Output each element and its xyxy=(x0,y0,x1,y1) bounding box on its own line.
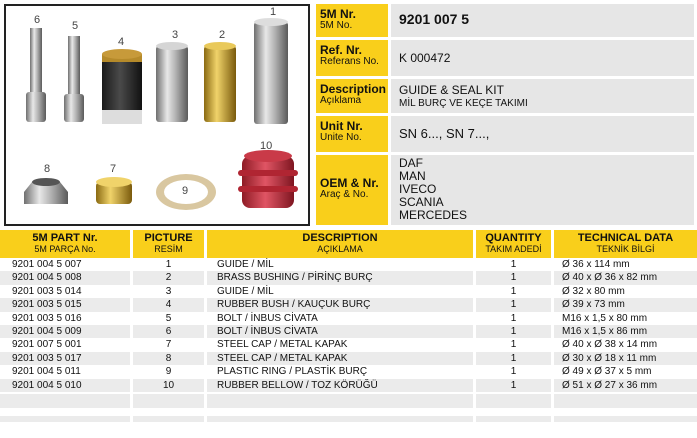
header-text: 5M PART Nr. xyxy=(32,232,98,244)
table-blank-row xyxy=(0,394,697,408)
part-number-cell: 9201 003 5 016 xyxy=(12,312,82,324)
picture-number: 2 xyxy=(219,29,226,41)
table-row xyxy=(0,258,697,271)
picture-number: 5 xyxy=(72,20,79,32)
info-row-unit-no xyxy=(316,116,694,152)
technical-data-cell: Ø 39 x 73 mm xyxy=(554,298,697,311)
picture-cell: 1 xyxy=(165,259,172,270)
table-body xyxy=(0,258,697,392)
oem-item: MAN xyxy=(399,169,426,183)
header-subtext: 5M PARÇA No. xyxy=(34,244,96,254)
picture-number: 3 xyxy=(172,29,179,41)
technical-data-cell: Ø 51 x Ø 27 x 36 mm xyxy=(554,379,697,392)
part-number-cell: 9201 004 5 009 xyxy=(0,325,130,338)
technical-data-cell: Ø 40 x Ø 36 x 82 mm xyxy=(554,271,697,284)
header-subtext: TEKNİK BİLGİ xyxy=(596,244,655,254)
header-text: TECHNICAL DATA xyxy=(577,232,674,244)
table-row xyxy=(0,365,697,378)
picture-number: 9 xyxy=(182,185,189,197)
header-subtext: AÇIKLAMA xyxy=(317,244,363,254)
table-blank-row xyxy=(0,416,697,422)
label-subtext: Açıklama xyxy=(320,95,362,106)
column-header xyxy=(554,230,697,258)
part-number-cell: 9201 004 5 010 xyxy=(0,379,130,392)
parts-table xyxy=(0,230,697,422)
guide-3 xyxy=(156,42,188,122)
label-text: Unit Nr. xyxy=(320,119,363,133)
table-row xyxy=(0,325,697,338)
picture-number: 4 xyxy=(118,36,125,48)
picture-cell: 8 xyxy=(133,352,204,365)
quantity-cell: 1 xyxy=(510,285,517,297)
label-text: Description xyxy=(320,82,387,96)
picture-number: 8 xyxy=(44,163,51,175)
label-subtext: Referans No. xyxy=(320,56,379,67)
quantity-cell: 1 xyxy=(476,379,551,392)
part-number-cell: 9201 004 5 007 xyxy=(12,259,82,270)
table-row xyxy=(0,352,697,365)
label-text: 5M Nr. xyxy=(320,7,357,21)
table-row xyxy=(0,298,697,311)
table-row xyxy=(0,285,697,298)
header-subtext: TAKIM ADEDİ xyxy=(485,244,542,254)
ref-number-value: K 000472 xyxy=(391,40,694,76)
description-cell: STEEL CAP / METAL KAPAK xyxy=(207,352,473,365)
info-row-description xyxy=(316,79,694,113)
info-row-oem xyxy=(316,155,694,225)
label-subtext: Araç & No. xyxy=(320,189,369,200)
table-row xyxy=(0,312,697,325)
picture-cell: 3 xyxy=(165,285,172,297)
oem-item: DAF xyxy=(399,156,423,170)
part-number-cell: 9201 003 5 015 xyxy=(0,298,130,311)
quantity-cell: 1 xyxy=(510,366,517,378)
picture-cell: 7 xyxy=(165,339,172,351)
oem-list xyxy=(391,155,694,225)
quantity-cell: 1 xyxy=(510,259,517,270)
technical-data-cell: M16 x 1,5 x 80 mm xyxy=(562,312,648,324)
quantity-cell: 1 xyxy=(476,298,551,311)
oem-item: IVECO xyxy=(399,182,437,196)
info-label xyxy=(316,40,388,76)
description-cell: RUBBER BUSH / KAUÇUK BURÇ xyxy=(207,298,473,311)
description-line: MİL BURÇ VE KEÇE TAKIMI xyxy=(399,98,528,109)
description-cell: GUIDE / MİL xyxy=(217,259,274,270)
picture-cell: 2 xyxy=(133,271,204,284)
info-row-part-no xyxy=(316,4,694,37)
technical-data-cell: Ø 49 x Ø 37 x 5 mm xyxy=(562,366,652,378)
info-label xyxy=(316,79,388,113)
label-subtext: 5M No. xyxy=(320,20,353,31)
quantity-cell: 1 xyxy=(476,352,551,365)
rubber-bellow-10 xyxy=(238,150,298,208)
picture-cell: 10 xyxy=(133,379,204,392)
part-number-cell: 9201 003 5 017 xyxy=(0,352,130,365)
info-label xyxy=(316,155,388,225)
parts-photo xyxy=(4,4,310,226)
quantity-cell: 1 xyxy=(510,312,517,324)
oem-item: SCANIA xyxy=(399,195,444,209)
info-row-ref-no xyxy=(316,40,694,76)
steel-cap-8 xyxy=(24,178,68,204)
quantity-cell: 1 xyxy=(476,271,551,284)
quantity-cell: 1 xyxy=(476,325,551,338)
label-text: OEM & Nr. xyxy=(320,176,379,190)
description-cell: BRASS BUSHING / PİRİNÇ BURÇ xyxy=(207,271,473,284)
part-number-value: 9201 007 5 xyxy=(391,4,694,37)
product-info xyxy=(316,4,694,228)
steel-cap-7 xyxy=(96,177,132,204)
picture-cell: 4 xyxy=(133,298,204,311)
brass-bushing-2 xyxy=(204,42,236,122)
description-line: GUIDE & SEAL KIT xyxy=(399,83,504,97)
part-number-cell: 9201 003 5 014 xyxy=(12,285,82,297)
technical-data-cell: Ø 40 x Ø 38 x 14 mm xyxy=(562,339,658,351)
technical-data-cell: Ø 36 x 114 mm xyxy=(562,259,630,270)
technical-data-cell: Ø 30 x Ø 18 x 11 mm xyxy=(554,352,697,365)
column-header xyxy=(207,230,473,258)
description-cell: BOLT / İNBUS CİVATA xyxy=(207,325,473,338)
bolt-6 xyxy=(26,28,46,122)
picture-cell: 6 xyxy=(133,325,204,338)
table-header xyxy=(0,230,697,258)
unit-number-value: SN 6..., SN 7..., xyxy=(391,116,694,152)
description-value xyxy=(391,79,694,113)
guide-1 xyxy=(254,18,288,124)
label-text: Ref. Nr. xyxy=(320,43,363,57)
quantity-cell: 1 xyxy=(510,339,517,351)
description-cell: BOLT / İNBUS CİVATA xyxy=(217,312,318,324)
technical-data-cell: M16 x 1,5 x 86 mm xyxy=(554,325,697,338)
info-label xyxy=(316,116,388,152)
part-number-cell: 9201 004 5 008 xyxy=(0,271,130,284)
header-subtext: RESİM xyxy=(154,244,183,254)
column-header xyxy=(476,230,551,258)
part-number-cell: 9201 004 5 011 xyxy=(12,366,81,378)
technical-data-cell: Ø 32 x 80 mm xyxy=(562,285,625,297)
info-label xyxy=(316,4,388,37)
bolt-5 xyxy=(64,36,84,122)
description-cell: GUIDE / MİL xyxy=(217,285,274,297)
picture-cell: 5 xyxy=(165,312,172,324)
picture-number: 7 xyxy=(110,163,117,175)
header-text: DESCRIPTION xyxy=(302,232,378,244)
oem-item: MERCEDES xyxy=(399,208,468,222)
column-header xyxy=(133,230,204,258)
picture-number: 1 xyxy=(270,6,277,18)
part-number-cell: 9201 007 5 001 xyxy=(12,339,82,351)
picture-cell: 9 xyxy=(165,366,172,378)
header-text: QUANTITY xyxy=(485,232,542,244)
column-header xyxy=(0,230,130,258)
description-cell: STEEL CAP / METAL KAPAK xyxy=(217,339,348,351)
description-cell: RUBBER BELLOW / TOZ KÖRÜĞÜ xyxy=(207,379,473,392)
table-row xyxy=(0,271,697,284)
rubber-bush-4 xyxy=(102,49,142,124)
table-row xyxy=(0,338,697,351)
header-text: PICTURE xyxy=(144,232,193,244)
picture-number: 6 xyxy=(34,14,41,26)
description-cell: PLASTIC RING / PLASTİK BURÇ xyxy=(217,366,368,378)
table-row xyxy=(0,379,697,392)
label-subtext: Unite No. xyxy=(320,132,362,143)
parts-illustration xyxy=(6,6,308,224)
picture-number: 10 xyxy=(260,140,273,152)
